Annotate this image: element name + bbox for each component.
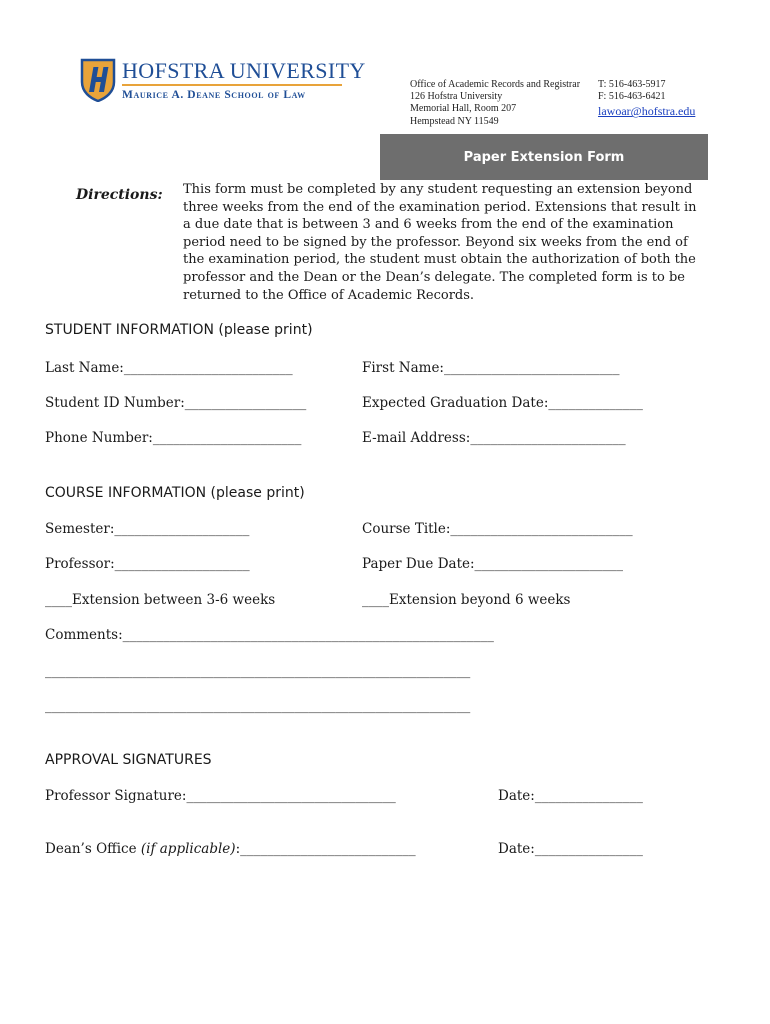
approval-heading: APPROVAL SIGNATURES (45, 752, 212, 768)
form-title: Paper Extension Form (463, 149, 625, 165)
form-title-banner (380, 134, 708, 180)
school-name: Maurice A. Deane School of Law (122, 89, 306, 101)
last-name-field[interactable]: Last Name:_________________________ (45, 360, 293, 376)
paper-due-date-field[interactable]: Paper Due Date:______________________ (362, 556, 624, 572)
extension-3-6-weeks-option[interactable]: ____Extension between 3-6 weeks (45, 592, 276, 608)
student-id-field[interactable]: Student ID Number:__________________ (45, 395, 307, 411)
course-title-field[interactable]: Course Title:___________________________ (362, 521, 633, 537)
hofstra-shield-logo (80, 58, 116, 102)
semester-field[interactable]: Semester:____________________ (45, 521, 250, 537)
dean-label: Dean’s Office (45, 841, 141, 857)
dean-date-field[interactable]: Date:________________ (498, 841, 643, 857)
office-contact (598, 79, 695, 118)
office-fax: F: 516-463-6421 (598, 91, 666, 103)
comments-field[interactable]: Comments:_______________________________________________________ (45, 627, 494, 643)
phone-number-field[interactable]: Phone Number:______________________ (45, 430, 302, 446)
directions-text: This form must be completed by any student requesting an extension beyond three weeks from the end of the examination period. Extensions that result in a due date that is between 3 and 6 weeks from the end of the examination period need to be signed by the professor. Beyond six weeks from the end of the examination period, the student must obtain the authorization of both the professor and the Dean or the Dean’s delegate. The completed form is to be returned to the Office of Academic Records. (183, 182, 697, 303)
office-line: Memorial Hall, Room 207 (410, 103, 517, 115)
dean-signature-field[interactable] (45, 841, 416, 857)
logo-divider (122, 84, 342, 86)
directions-label: Directions: (76, 187, 163, 203)
graduation-date-field[interactable]: Expected Graduation Date:______________ (362, 395, 643, 411)
extension-beyond-6-weeks-option[interactable]: ____Extension beyond 6 weeks (362, 592, 571, 608)
dean-applicable-note: (if applicable) (140, 841, 236, 857)
university-name: HOFSTRA UNIVERSITY (122, 58, 366, 83)
professor-signature-field[interactable]: Professor Signature:_______________________________ (45, 788, 396, 804)
email-address-field[interactable]: E-mail Address:_______________________ (362, 430, 626, 446)
student-info-heading: STUDENT INFORMATION (please print) (45, 322, 313, 338)
office-line: Hempstead NY 11549 (410, 115, 499, 127)
office-line: Office of Academic Records and Registrar (410, 79, 581, 90)
dean-signature-line: :__________________________ (235, 841, 416, 857)
course-info-heading: COURSE INFORMATION (please print) (45, 485, 305, 501)
office-phone: T: 516-463-5917 (598, 79, 666, 90)
professor-date-field[interactable]: Date:________________ (498, 788, 643, 804)
first-name-field[interactable]: First Name:__________________________ (362, 360, 620, 376)
professor-field[interactable]: Professor:____________________ (45, 556, 250, 572)
office-address (410, 79, 580, 128)
comments-line[interactable]: _______________________________________________________________ (45, 698, 471, 714)
office-line: 126 Hofstra University (410, 91, 503, 103)
office-email-link[interactable]: lawoar@hofstra.edu (598, 104, 696, 119)
comments-line[interactable]: _______________________________________________________________ (45, 663, 471, 679)
